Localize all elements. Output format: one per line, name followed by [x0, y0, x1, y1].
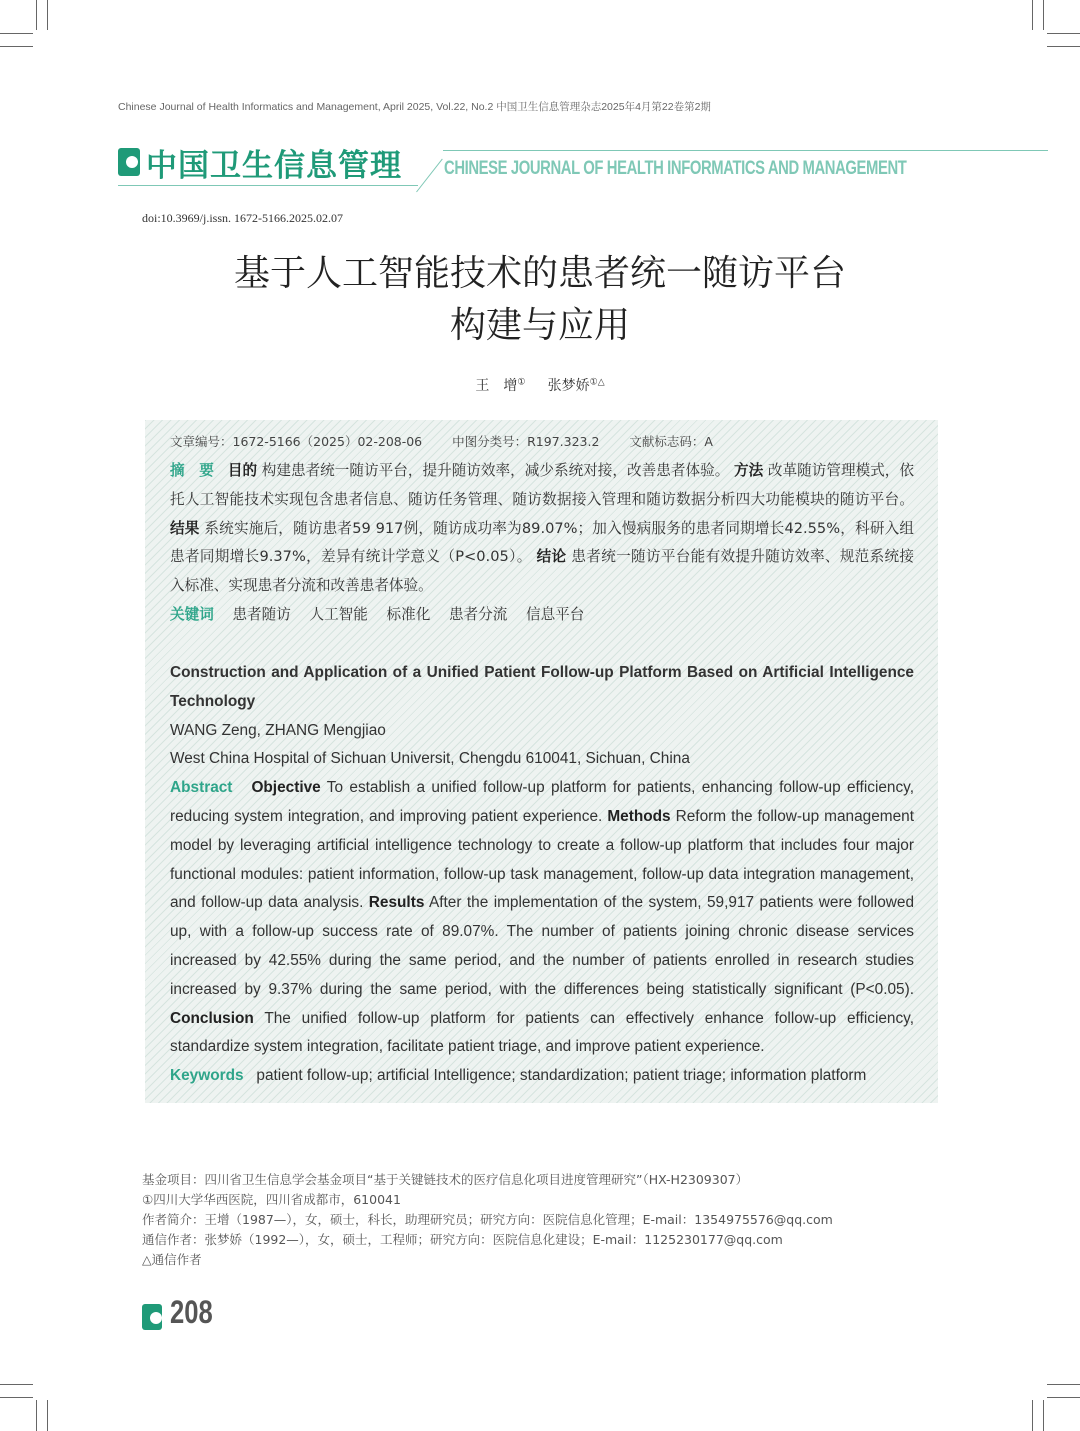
conclusion-text: The unified follow-up platform for patients can effectively enhance follow-up efficiency, standardize system integration, facilitate patient triage, and improve patient experience. — [170, 1009, 915, 1056]
objective-label: Objective — [251, 779, 321, 797]
journal-name-en: CHINESE JOURNAL OF HEALTH INFORMATICS AND MANAGEMENT — [444, 158, 907, 179]
keywords-text: patient follow-up; artificial Intelligence; standardization; patient triage; information platform — [256, 1067, 867, 1085]
running-header: Chinese Journal of Health Informatics and Management, April 2025, Vol.22, No.2 中国卫生信息管理杂志2025年4月第22卷第2期 — [118, 101, 711, 113]
conclusion-label: 结论 — [536, 548, 567, 566]
footnotes — [142, 1170, 833, 1270]
results-label: 结果 — [170, 519, 200, 537]
methods-text: Reform the follow-up management model by leveraging artificial intelligence technology to create a follow-up platform that includes four major functional modules: patient information, follow-up task management, follow-up data integration management, and follow-up data analysis. — [170, 807, 914, 912]
abstract-cn — [170, 457, 914, 630]
conclusion-label: Conclusion — [170, 1009, 254, 1027]
footnote-author-bio: 作者简介：王增（1987—），女，硕士，科长，助理研究员；研究方向：医院信息化管理；E-mail：1354975576@qq.com — [142, 1212, 833, 1227]
crop-mark — [0, 46, 33, 47]
author-name: 王 增 — [475, 378, 518, 394]
journal-logo-icon — [142, 1304, 162, 1330]
results-text: After the implementation of the system, 59,917 patients were followed up, with a follow-up success rate of 89.07%. The number of patients joining chronic disease services increased by 42.55% during the same period, and the number of patients enrolled in research studies increased by 9.37% during the same period, with the differences being statistically significant (P<0.05). — [170, 894, 915, 998]
document-code: 文献标志码：A — [629, 434, 713, 449]
classification-number: 中图分类号：R197.323.2 — [452, 434, 600, 449]
crop-mark — [0, 33, 33, 34]
keyword: 信息平台 — [525, 605, 585, 623]
methods-label: Methods — [607, 807, 671, 825]
paper-title — [0, 248, 1080, 352]
keywords-en — [170, 1062, 914, 1091]
article-number: 文章编号：1672-5166（2025）02-208-06 — [170, 434, 423, 449]
footnote-affiliation: ①四川大学华西医院，四川省成都市，610041 — [142, 1192, 401, 1207]
article-meta — [170, 432, 739, 450]
crop-mark — [1043, 1400, 1044, 1431]
keywords-cn — [170, 601, 914, 630]
keyword: 患者随访 — [232, 605, 291, 623]
english-authors: WANG Zeng, ZHANG Mengjiao — [170, 721, 386, 739]
crop-mark — [47, 1400, 48, 1431]
crop-mark — [0, 1384, 33, 1385]
methods-text: 改革随访管理模式，依托人工智能技术实现包含患者信息、随访任务管理、随访数据接入管理和随访数据分析四大功能模块的随访平台。 — [170, 462, 915, 508]
keyword: 人工智能 — [309, 605, 368, 623]
footnote-funding: 基金项目：四川省卫生信息学会基金项目“基于关键链技术的医疗信息化项目进度管理研究”（HX-H2309307） — [142, 1172, 749, 1187]
keyword: 标准化 — [386, 605, 431, 623]
divider — [443, 150, 1048, 151]
crop-mark — [1032, 1400, 1033, 1431]
english-affiliation: West China Hospital of Sichuan Universit, Chengdu 610041, Sichuan, China — [170, 750, 690, 768]
affiliation-mark: ① — [517, 377, 526, 388]
objective-text: To establish a unified follow-up platform for patients, enhancing follow-up efficiency, reducing system integration, and improving patient experience. — [170, 779, 914, 825]
title-line: 构建与应用 — [449, 305, 630, 346]
results-text: 系统实施后，随访患者59 917例，随访成功率为89.07%；加入慢病服务的患者同期增长42.55%，科研入组患者同期增长9.37%，差异有统计学意义（P<0.05）。 — [170, 519, 914, 566]
crop-mark — [1032, 0, 1033, 30]
author-name: 张梦娇 — [547, 378, 590, 394]
abstract-box — [145, 420, 938, 1103]
doi: doi:10.3969/j.issn. 1672-5166.2025.02.07 — [142, 211, 344, 225]
journal-masthead — [118, 140, 1048, 190]
abstract-label: Abstract — [170, 779, 233, 797]
crop-mark — [0, 1397, 33, 1398]
affiliation-mark: ①△ — [589, 377, 605, 388]
footnote-mark: △通信作者 — [142, 1252, 202, 1267]
journal-name-cn: 中国卫生信息管理 — [146, 148, 402, 184]
crop-mark — [1043, 0, 1044, 30]
title-line: 基于人工智能技术的患者统一随访平台 — [233, 253, 846, 294]
english-title: Construction and Application of a Unified Patient Follow-up Platform Based on Artificial Intelligence Technology — [170, 664, 914, 710]
crop-mark — [1047, 1397, 1080, 1398]
results-label: Results — [368, 894, 425, 912]
keyword: 患者分流 — [448, 605, 508, 623]
divider — [118, 185, 418, 186]
abstract-label: 摘 要 — [170, 462, 214, 479]
conclusion-text: 患者统一随访平台能有效提升随访效率、规范系统接入标准、实现患者分流和改善患者体验。 — [170, 548, 914, 595]
journal-logo-icon — [118, 148, 140, 176]
abstract-en — [170, 659, 914, 1091]
methods-label: 方法 — [734, 462, 764, 479]
page-number-text: 208 — [170, 1294, 213, 1330]
divider — [416, 159, 443, 193]
objective-label: 目的 — [227, 462, 258, 479]
crop-mark — [1047, 46, 1080, 47]
keywords-label: 关键词 — [170, 605, 214, 623]
footnote-corresponding: 通信作者：张梦娇（1992—），女，硕士，工程师；研究方向：医院信息化建设；E-mail：1125230177@qq.com — [142, 1232, 783, 1247]
keywords-label: Keywords — [170, 1067, 244, 1085]
english-abstract-body — [170, 774, 914, 1062]
crop-mark — [47, 0, 48, 30]
crop-mark — [1047, 33, 1080, 34]
crop-mark — [1047, 1384, 1080, 1385]
objective-text: 构建患者统一随访平台，提升随访效率，减少系统对接，改善患者体验。 — [261, 462, 730, 479]
crop-mark — [36, 0, 37, 30]
authors — [0, 375, 1080, 395]
crop-mark — [36, 1400, 37, 1431]
